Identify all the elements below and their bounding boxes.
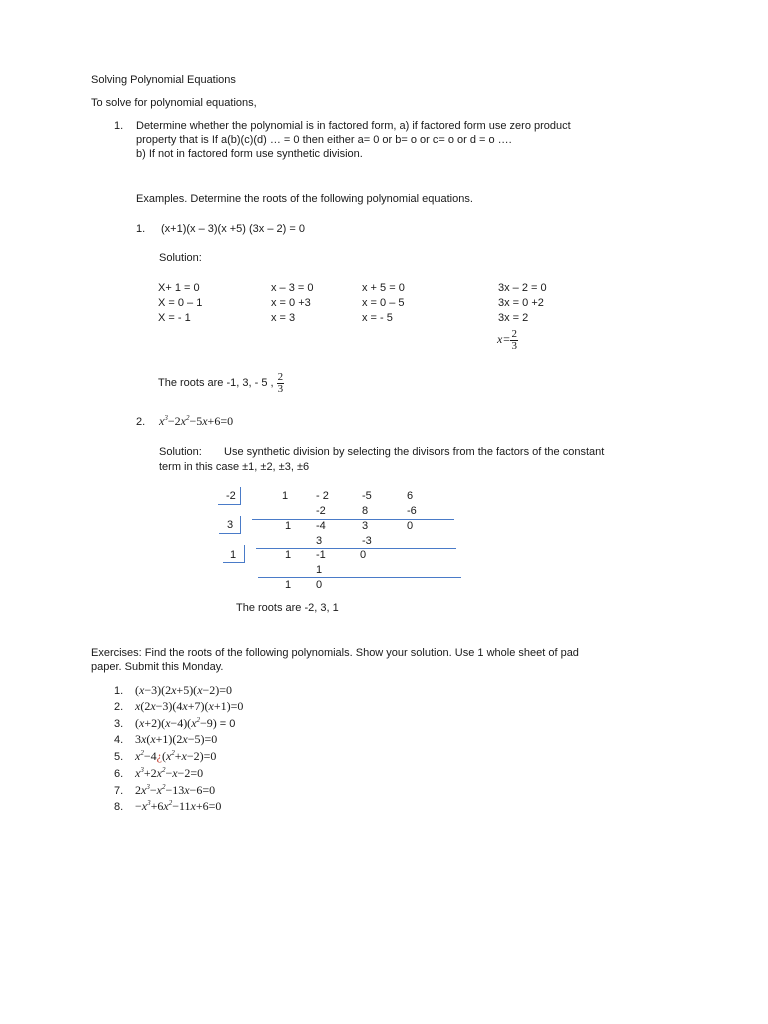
- col3-line: x = 0 – 5: [362, 297, 405, 309]
- fraction-numerator: 2: [511, 327, 517, 340]
- eq-term: −5: [189, 414, 203, 428]
- col2-line: x = 0 +3: [271, 297, 311, 309]
- synthetic-cell: 8: [362, 505, 369, 517]
- divisor: -2: [226, 490, 236, 502]
- example-1-equation: (x+1)(x – 3)(x +5) (3x – 2) = 0: [161, 223, 305, 235]
- eq-term: +6=0: [207, 414, 234, 428]
- divisor-bracket-v: [240, 487, 241, 504]
- divisor: 3: [227, 519, 234, 531]
- divisor: 1: [230, 549, 237, 561]
- step-line-2: property that is If a(b)(c)(d) … = 0 then either a= 0 or b= o or c= o or d = o ….: [136, 134, 512, 146]
- solution-text-2: term in this case ±1, ±2, ±3, ±6: [159, 461, 310, 473]
- solution-label: Solution:: [159, 446, 202, 458]
- exercise-number: 6.: [114, 768, 124, 780]
- synthetic-cell: -5: [362, 490, 372, 502]
- col3-line: x + 5 = 0: [362, 282, 405, 294]
- synthetic-cell: 0: [360, 549, 367, 561]
- exercise-3-equation: $(x+2)(x-4)(x^2-9) = 0$: [135, 716, 236, 730]
- synthetic-cell: 3: [316, 535, 323, 547]
- solution-text: Use synthetic division by selecting the divisors from the factors of the constant: [224, 446, 605, 458]
- example-2-equation: [159, 414, 233, 428]
- divisor-bracket-h: [218, 504, 241, 505]
- example-2-number: 2.: [136, 416, 146, 428]
- exercise-7-equation: $2x^3-x^2-13x-6=0$: [135, 783, 216, 797]
- col2-line: x = 3: [271, 312, 296, 324]
- step-number: 1.: [114, 120, 124, 132]
- roots-text: The roots are -1, 3, - 5 ,: [158, 377, 274, 389]
- eq-var: x: [180, 414, 186, 428]
- col3-line: x = - 5: [362, 312, 393, 324]
- synthetic-cell: -6: [407, 505, 417, 517]
- example-2-roots: The roots are -2, 3, 1: [236, 602, 339, 614]
- roots-fraction-denominator: 3: [277, 382, 284, 395]
- divisor-bracket-v: [244, 545, 245, 562]
- col4-line: 3x = 0 +2: [498, 297, 544, 309]
- example-1-roots: [158, 371, 284, 395]
- exercise-1-equation: (x−3)(2x+5)(x−2)=0: [135, 683, 233, 697]
- synthetic-cell: -3: [362, 535, 372, 547]
- exercise-2-equation: x(2x−3)(4x+7)(x+1)=0: [135, 699, 244, 713]
- synthetic-cell: 6: [407, 490, 414, 502]
- exercise-8-equation: $-x^3+6x^2-11x+6=0$: [135, 799, 222, 813]
- exercise-number: 8.: [114, 801, 124, 813]
- synthetic-cell: 0: [316, 579, 323, 591]
- eq-term: −2: [167, 414, 181, 428]
- intro-text: To solve for polynomial equations,: [91, 97, 257, 109]
- eq-exp: 3: [164, 414, 168, 422]
- col1-line: X+ 1 = 0: [158, 282, 200, 294]
- synthetic-cell: 1: [316, 564, 323, 576]
- examples-heading: Examples. Determine the roots of the following polynomial equations.: [136, 193, 473, 205]
- eq-exp: 2: [185, 414, 190, 422]
- solution-label: Solution:: [159, 252, 202, 264]
- fraction-answer: [497, 327, 518, 352]
- col2-line: x – 3 = 0: [271, 282, 314, 294]
- eq-var: x: [159, 414, 165, 428]
- exercise-number: 3.: [114, 718, 124, 730]
- roots-fraction-numerator: 2: [277, 370, 284, 383]
- synthetic-cell: 0: [407, 520, 414, 532]
- divisor-bracket-v: [240, 516, 241, 533]
- step-line-1: Determine whether the polynomial is in factored form, a) if factored form use zero product: [136, 120, 571, 132]
- synthetic-cell: 1: [285, 520, 292, 532]
- exercises-line-2: paper. Submit this Monday.: [91, 661, 224, 673]
- exercise-number: 7.: [114, 785, 124, 797]
- exercise-number: 2.: [114, 701, 124, 713]
- divisor-bracket-h: [219, 533, 241, 534]
- col1-line: X = - 1: [158, 312, 191, 324]
- page-title: Solving Polynomial Equations: [91, 74, 236, 86]
- exercise-number: 1.: [114, 685, 124, 697]
- synthetic-cell: -2: [316, 505, 326, 517]
- exercise-number: 5.: [114, 751, 124, 763]
- col4-line: 3x – 2 = 0: [498, 282, 547, 294]
- synthetic-cell: - 2: [316, 490, 329, 502]
- step-line-3: b) If not in factored form use synthetic division.: [136, 148, 363, 160]
- col1-line: X = 0 – 1: [158, 297, 203, 309]
- synthetic-cell: 1: [285, 579, 292, 591]
- synthetic-cell: -4: [316, 520, 326, 532]
- fraction-lhs: x=: [497, 332, 511, 346]
- exercise-number: 4.: [114, 734, 124, 746]
- synthetic-cell: 3: [362, 520, 369, 532]
- synthetic-cell: 1: [282, 490, 289, 502]
- example-1-number: 1.: [136, 223, 146, 235]
- col4-line: 3x = 2: [498, 312, 529, 324]
- exercises-line-1: Exercises: Find the roots of the following polynomials. Show your solution. Use 1 whole sheet of pad: [91, 647, 579, 659]
- synthetic-cell: 1: [285, 549, 292, 561]
- divisor-bracket-h: [223, 562, 245, 563]
- eq-var: x: [202, 414, 208, 428]
- exercise-6-equation: $x^3+2x^2-x-2=0$: [135, 766, 204, 780]
- exercise-4-equation: 3x(x+1)(2x−5)=0: [135, 732, 218, 746]
- exercise-5-equation: $x^2-4¿(x^2+x-2)=0$: [135, 749, 217, 763]
- synthetic-cell: -1: [316, 549, 326, 561]
- fraction-denominator: 3: [511, 339, 517, 352]
